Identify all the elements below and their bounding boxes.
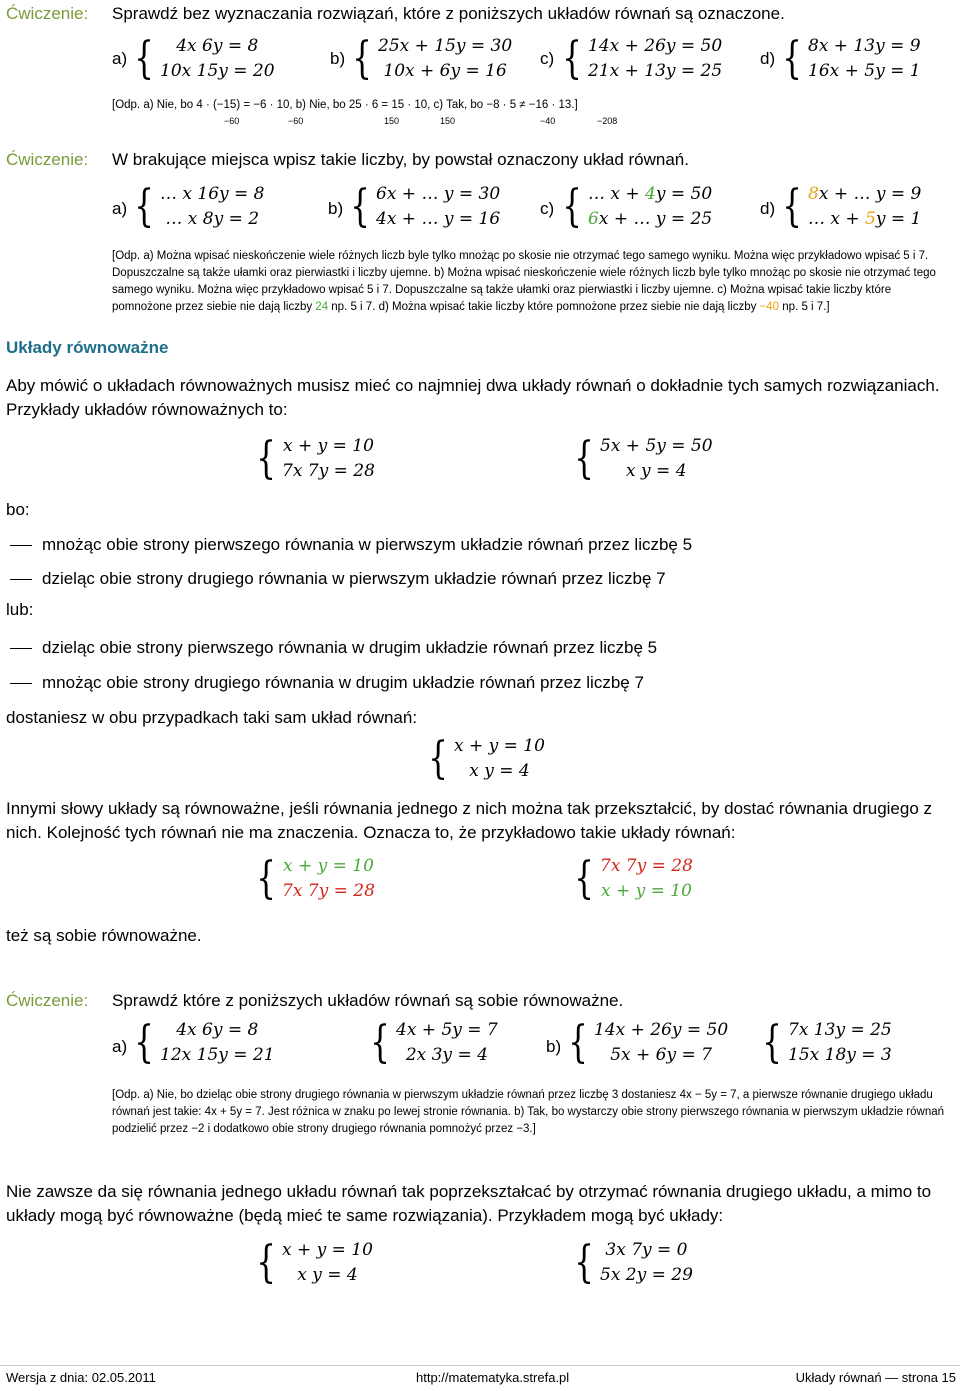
- equation: 7x 7y = 28: [282, 881, 375, 901]
- exercise-text: W brakujące miejsca wpisz takie liczby, by powstał oznaczony układ równań.: [112, 150, 689, 169]
- system-b2: { 7x 13y = 25 15x 18y = 3: [762, 1017, 892, 1068]
- equation: … x 8y = 2: [165, 209, 260, 229]
- system: { x + y = 10 7x 7y = 28: [256, 853, 375, 904]
- equation: 4x + … y = 16: [376, 209, 501, 229]
- equation: 5x 2y = 29: [600, 1265, 693, 1285]
- equation: 8x + … y = 9: [808, 184, 922, 204]
- exercise-text: Sprawdź które z poniższych układów równań są sobie równoważne.: [112, 991, 624, 1010]
- equation: 5x + 5y = 50: [600, 436, 713, 456]
- underbrace-value: −60: [288, 116, 304, 126]
- equation: 12x 15y = 21: [160, 1045, 275, 1065]
- item-label-a: a): [112, 49, 128, 68]
- item-label-d: d): [760, 49, 776, 68]
- exercise-label: Ćwiczenie:: [6, 4, 89, 23]
- exercise-label: Ćwiczenie:: [6, 991, 89, 1010]
- equation: x + y = 10: [282, 856, 374, 876]
- underbrace-value: 150: [440, 116, 456, 126]
- system-b: { 25x + 15y = 30 10x + 6y = 16: [352, 33, 513, 84]
- equation: 6x + … y = 25: [588, 209, 713, 229]
- list-item: dzieląc obie strony pierwszego równania w drugim układzie równań przez liczbę 5: [10, 638, 657, 658]
- equation: x y = 4: [469, 761, 530, 781]
- paragraph: też są sobie równoważne.: [6, 926, 202, 945]
- equation: 2x 3y = 4: [405, 1045, 488, 1065]
- item-label-b: b): [546, 1037, 562, 1056]
- equation: 14x + 26y = 50: [588, 36, 723, 56]
- equation: 25x + 15y = 30: [378, 36, 513, 56]
- paragraph: Aby mówić o układach równoważnych musisz mieć co najmniej dwa układy równań o dokładnie tych samych rozwiązaniach. Przykłady układów równoważnych to:: [6, 376, 940, 419]
- list-item: mnożąc obie strony drugiego równania w drugim układzie równań przez liczbę 7: [10, 673, 644, 693]
- equation: 4x 6y = 8: [176, 36, 259, 56]
- system-b1: { 14x + 26y = 50 5x + 6y = 7: [568, 1017, 729, 1068]
- equation: 10x 15y = 20: [160, 61, 275, 81]
- equation: x + y = 10: [454, 736, 545, 756]
- equation: 7x 7y = 28: [282, 461, 375, 481]
- footer-page: Układy równań — strona 15: [795, 1370, 956, 1385]
- text-lub: lub:: [6, 600, 34, 619]
- underbrace-value: 150: [384, 116, 400, 126]
- underbrace-value: −40: [540, 116, 556, 126]
- text-bo: bo:: [6, 500, 30, 519]
- underbrace-value: −208: [597, 116, 618, 126]
- item-label-c: c): [540, 49, 555, 68]
- system-d: { 8x + 13y = 9 16x + 5y = 1: [782, 33, 921, 84]
- system-a2: { 4x + 5y = 7 2x 3y = 4: [370, 1017, 498, 1068]
- system: { x + y = 10 x y = 4: [428, 733, 545, 784]
- equation: 8x + 13y = 9: [808, 36, 921, 56]
- system-d: { 8x + … y = 9 … x + 5y = 1: [782, 181, 922, 232]
- system: { 3x 7y = 0 5x 2y = 29: [574, 1237, 693, 1288]
- exercise-text: Sprawdź bez wyznaczania rozwiązań, które z poniższych układów równań są oznaczone.: [112, 4, 785, 23]
- answer: [Odp. a) Można wpisać nieskończenie wiele różnych liczb byle tylko mnożąc po skosie nie otrzymać tego samego wyniku. Można więc przykładowo wpisać 5 i 7. Dopuszczalne są także ułamki oraz pierwiastki i liczby ujemne. b) Można wpisać nieskończenie wiele różnych liczb byle tylko mnożąc po skosie nie otrzymać tego samego wyniku. Można więc przykładowo wpisać 5 i 7. Dopuszczalne są także ułamki oraz pierwiastki i liczby ujemne. c) Można wpisać takie liczby które pomnożone przez siebie nie dają liczby 24 np. 5 i 7. d) Można wpisać takie liczby które pomnożone przez siebie nie dają liczby −40 np. 5 i 7.]: [112, 250, 936, 313]
- equation: x + y = 10: [282, 436, 374, 456]
- footer-url[interactable]: http://matematyka.strefa.pl: [416, 1370, 570, 1385]
- system-a: { 4x 6y = 8 10x 15y = 20: [134, 33, 275, 84]
- section-heading: Układy równoważne: [6, 338, 169, 357]
- answer: [Odp. a) Nie, bo 4 · (−15) = −6 · 10, b) Nie, bo 25 · 6 = 15 · 10, c) Tak, bo −8 · 5 ≠ −16 · 13.]: [112, 99, 578, 111]
- system-c: { … x + 4y = 50 6x + … y = 25: [562, 181, 713, 232]
- answer: [Odp. a) Nie, bo dzieląc obie strony drugiego równania w pierwszym układzie równań przez liczbę 3 dostaniesz 4x − 5y = 7, a pierwsze równanie drugiego układu równań jest takie: 4x + 5y = 7. Jest różnica w znaku po lewej stronie równania. b) Tak, bo wystarczy obie strony pierwszego równania w pierwszym układzie równań podzielić przez −2 i dodatkowo obie strony drugiego równania pomnożyć przez −3.]: [112, 1089, 945, 1135]
- equation: 7x 13y = 25: [788, 1020, 892, 1040]
- equation: 15x 18y = 3: [788, 1045, 892, 1065]
- item-label-c: c): [540, 199, 555, 218]
- item-label-a: a): [112, 199, 128, 218]
- equation: 3x 7y = 0: [605, 1240, 688, 1260]
- equation: 14x + 26y = 50: [594, 1020, 729, 1040]
- system: { x + y = 10 7x 7y = 28: [256, 433, 375, 484]
- equation: 4x + 5y = 7: [396, 1020, 498, 1040]
- equation: 21x + 13y = 25: [588, 61, 723, 81]
- list-item: dzieląc obie strony drugiego równania w pierwszym układzie równań przez liczbę 7: [10, 569, 666, 589]
- paragraph: dostaniesz w obu przypadkach taki sam układ równań:: [6, 708, 418, 727]
- system-a1: { 4x 6y = 8 12x 15y = 21: [134, 1017, 275, 1068]
- system: { 5x + 5y = 50 x y = 4: [574, 433, 713, 484]
- equation: x + y = 10: [600, 881, 692, 901]
- footer-version: Wersja z dnia: 02.05.2011: [6, 1370, 156, 1385]
- item-label-b: b): [330, 49, 346, 68]
- equation: 7x 7y = 28: [600, 856, 693, 876]
- equation: … x + 5y = 1: [808, 209, 922, 229]
- system-b: { 6x + … y = 30 4x + … y = 16: [350, 181, 501, 232]
- system-c: { 14x + 26y = 50 21x + 13y = 25: [562, 33, 723, 84]
- equation: 6x + … y = 30: [376, 184, 501, 204]
- equation: x y = 4: [297, 1265, 358, 1285]
- item-label-b: b): [328, 199, 344, 218]
- item-label-a: a): [112, 1037, 128, 1056]
- equation: … x + 4y = 50: [588, 184, 713, 204]
- underbrace-value: −60: [224, 116, 240, 126]
- exercise-label: Ćwiczenie:: [6, 150, 89, 169]
- equation: 16x + 5y = 1: [808, 61, 921, 81]
- equation: x y = 4: [626, 461, 687, 481]
- equation: 5x + 6y = 7: [610, 1045, 712, 1065]
- equation: x + y = 10: [282, 1240, 373, 1260]
- paragraph: Nie zawsze da się równania jednego układu równań tak poprzekształcać by otrzymać równania drugiego układu, a mimo to układy mogą być równoważne (będą mieć te same rozwiązania). Przykładem mogą być układy:: [6, 1182, 932, 1225]
- paragraph: Innymi słowy układy są równoważne, jeśli równania jednego z nich można tak przekształcić, by dostać równania drugiego z nich. Kolejność tych równań nie ma znaczenia. Oznacza to, że przykładowo takie układy równań:: [6, 799, 933, 842]
- system: { x + y = 10 x y = 4: [256, 1237, 373, 1288]
- list-item: mnożąc obie strony pierwszego równania w pierwszym układzie równań przez liczbę 5: [10, 535, 692, 555]
- equation: … x 16y = 8: [160, 184, 265, 204]
- system: { 7x 7y = 28 x + y = 10: [574, 853, 693, 904]
- item-label-d: d): [760, 199, 776, 218]
- system-a: { … x 16y = 8 … x 8y = 2: [134, 181, 265, 232]
- equation: 4x 6y = 8: [176, 1020, 259, 1040]
- equation: 10x + 6y = 16: [383, 61, 507, 81]
- footer-divider: [0, 1365, 960, 1366]
